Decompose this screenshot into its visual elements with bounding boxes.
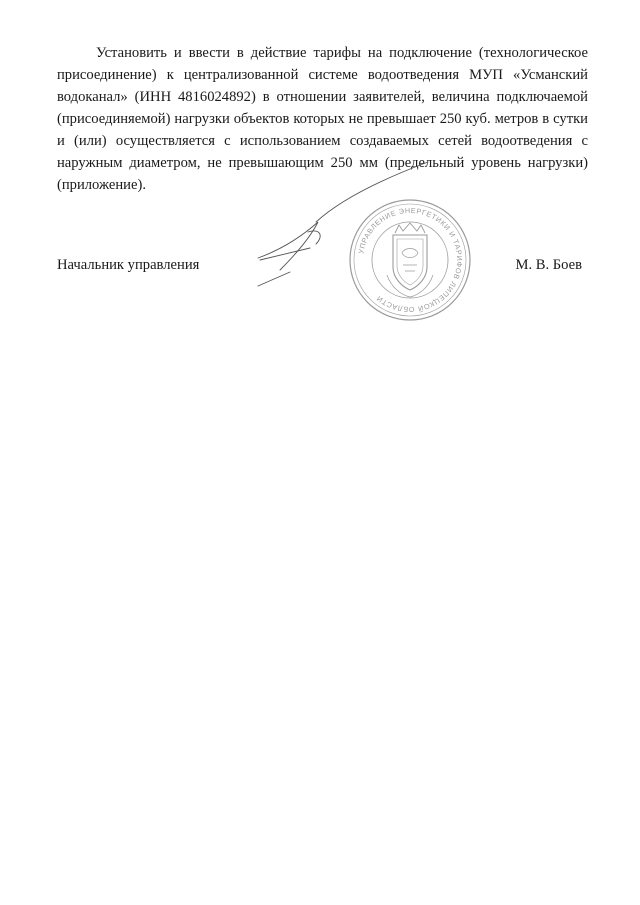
body-paragraph: Установить и ввести в действие тарифы на подключение (технологическое присоединение) к централизованной системе водоотведения МУП «Усманский водоканал» (ИНН 4816024892) в отношении заявителей, величина подключаемой (присоединяемой) нагрузки объектов которых не превышает 250 куб. метров в сутки и (или) осуществляется с использованием создаваемых сетей водоотведения с наружным диаметром, не превышающим 250 мм (предельный уровень нагрузки) (приложение). [57, 45, 588, 193]
signatory-title: Начальник управления [57, 257, 200, 273]
seal-ring-text: УПРАВЛЕНИЕ ЭНЕРГЕТИКИ И ТАРИФОВ ЛИПЕЦКОЙ ОБЛАСТИ [356, 205, 465, 315]
official-seal [345, 195, 475, 325]
signatory-name: М. В. Боев [515, 257, 582, 273]
